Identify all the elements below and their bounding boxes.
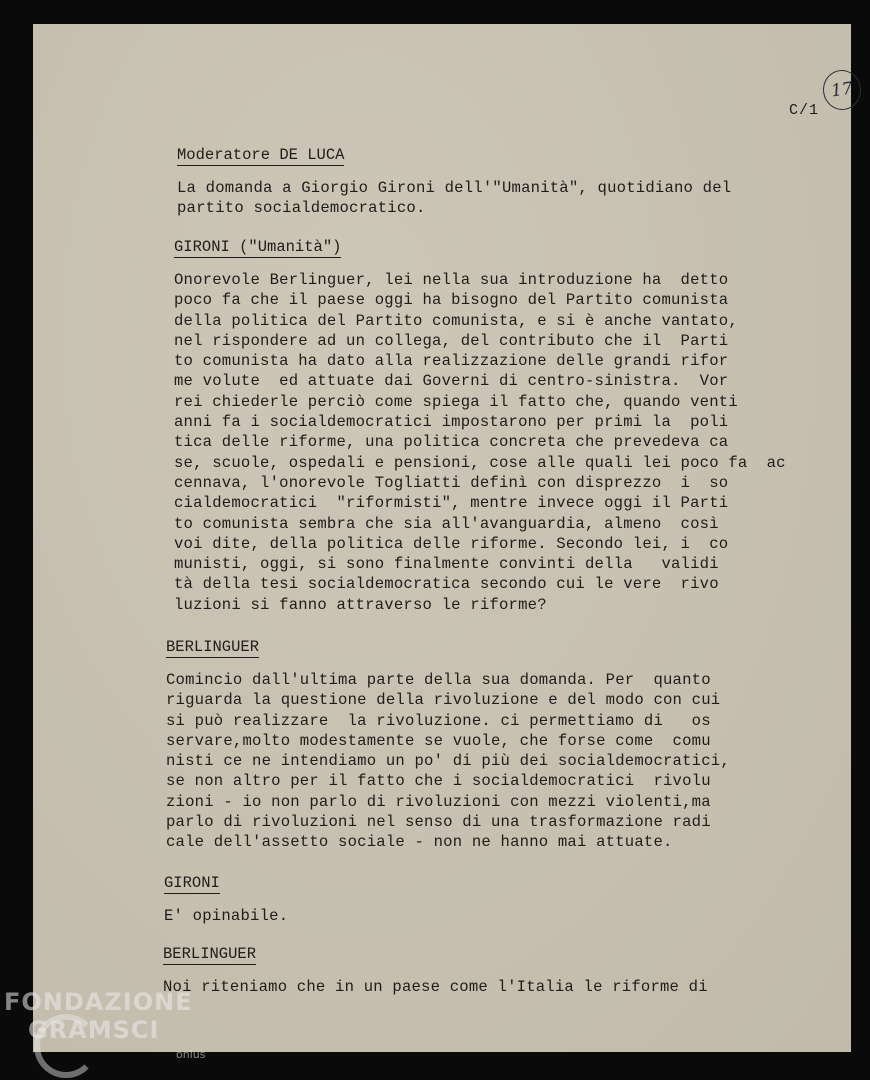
section-berlinguer-answer: [166, 638, 730, 853]
text-line: zioni - io non parlo di rivoluzioni con mezzi violenti,ma: [166, 792, 711, 811]
text-line: to comunista sembra che sia all'avanguardia, almeno così: [174, 514, 719, 533]
speaker-heading: GIRONI ("Umanità"): [174, 238, 342, 256]
text-line: me volute ed attuate dai Governi di centro-sinistra. Vor: [174, 372, 729, 391]
archive-watermark: [4, 988, 244, 1068]
document-page: [33, 24, 855, 1052]
text-line: se non altro per il fatto che i socialdemocratici rivolu: [166, 772, 711, 791]
text-line: servare,molto modestamente se vuole, che forse come comu: [166, 731, 711, 750]
page-number: C/1: [789, 102, 820, 119]
text-line: rei chiederle perciò come spiega il fatto che, quando venti: [174, 392, 738, 411]
text-line: Comincio dall'ultima parte della sua domanda. Per quanto: [166, 671, 711, 689]
text-line: cennava, l'onorevole Togliatti definì con disprezzo i so: [174, 473, 729, 492]
section-gironi-reply: [164, 874, 288, 926]
section-moderator: [177, 146, 731, 219]
text-line: Noi riteniamo che in un paese come l'Italia le riforme di: [163, 978, 708, 996]
text-line: nisti ce ne intendiamo un po' di più dei socialdemocratici,: [166, 752, 730, 771]
text-line: parlo di rivoluzioni nel senso di una trasformazione radi: [166, 813, 711, 832]
watermark-line3: onlus: [176, 1048, 206, 1061]
text-line: E' opinabile.: [164, 907, 289, 925]
section-gironi-question: [174, 238, 786, 615]
text-line: to comunista ha dato alla realizzazione delle grandi rifor: [174, 352, 729, 371]
text-line: cialdemocratici "riformisti", mentre invece oggi il Parti: [174, 494, 729, 513]
text-line: nel rispondere ad un collega, del contributo che il Parti: [174, 331, 729, 350]
speaker-heading: GIRONI: [164, 874, 220, 892]
text-line: cale dell'assetto sociale - non ne hanno mai attuate.: [166, 833, 673, 852]
watermark-line2: GRAMSCI: [28, 1016, 160, 1044]
text-line: tica delle riforme, una politica concreta che prevedeva ca: [174, 433, 729, 452]
section-berlinguer-continued: [163, 945, 708, 997]
folio-number-handwritten: 17: [820, 68, 863, 113]
text-line: poco fa che il paese oggi ha bisogno del Partito comunista: [174, 291, 729, 310]
text-line: se, scuole, ospedali e pensioni, cose alle quali lei poco fa ac: [174, 453, 786, 472]
text-line: voi dite, della politica delle riforme. Secondo lei, i co: [174, 534, 729, 553]
speaker-heading: BERLINGUER: [166, 638, 260, 656]
text-line: partito socialdemocratico.: [177, 199, 426, 218]
watermark-line1: FONDAZIONE: [4, 988, 193, 1016]
text-line: luzioni si fanno attraverso le riforme?: [174, 595, 547, 614]
speaker-heading: Moderatore DE LUCA: [177, 146, 345, 164]
text-line: tà della tesi socialdemocratica secondo cui le vere rivo: [174, 575, 719, 594]
speaker-heading: BERLINGUER: [163, 945, 257, 963]
text-line: anni fa i socialdemocratici impostarono per primi la poli: [174, 413, 729, 432]
text-line: Onorevole Berlinguer, lei nella sua introduzione ha detto: [174, 271, 729, 289]
text-line: della politica del Partito comunista, e si è anche vantato,: [174, 311, 738, 330]
text-line: La domanda a Giorgio Gironi dell'"Umanità", quotidiano del: [177, 179, 732, 197]
text-line: munisti, oggi, si sono finalmente convinti della validi: [174, 555, 719, 574]
text-line: riguarda la questione della rivoluzione e del modo con cui: [166, 691, 721, 710]
text-line: si può realizzare la rivoluzione. ci permettiamo di os: [166, 711, 711, 730]
